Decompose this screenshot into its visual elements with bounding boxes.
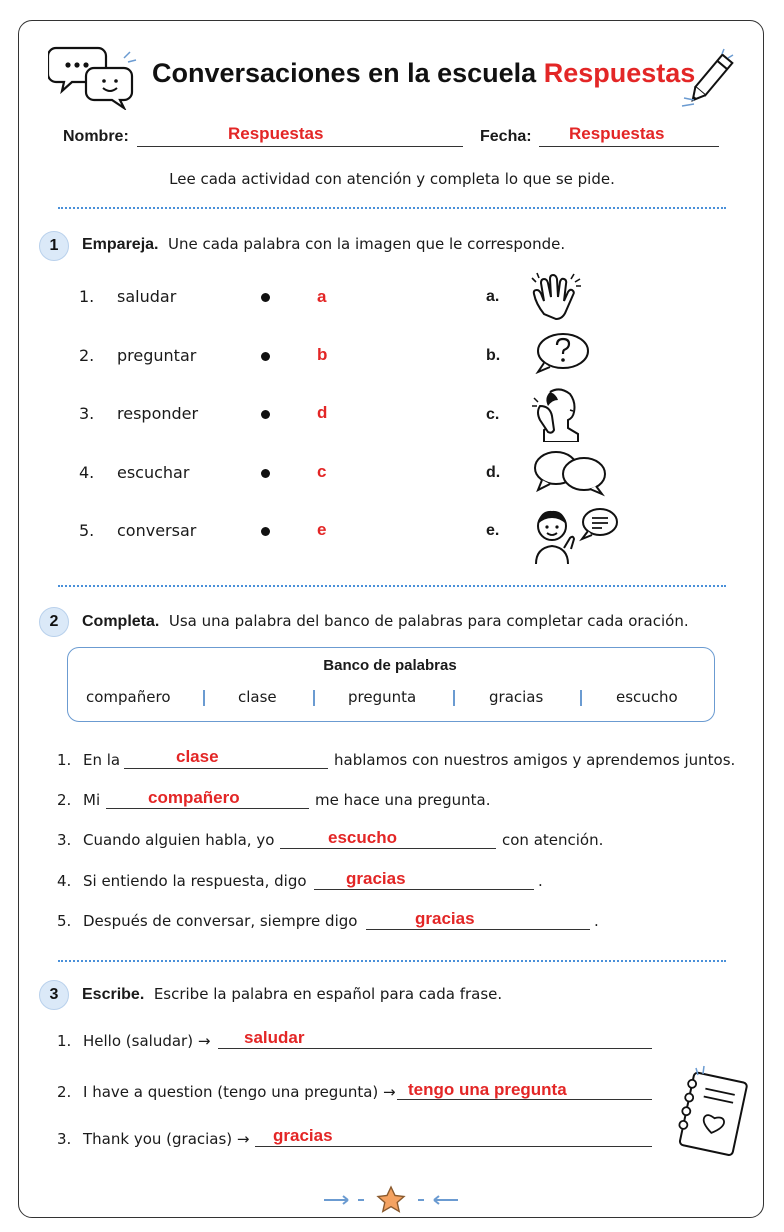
match-word: saludar	[117, 287, 177, 306]
word-bank	[67, 647, 715, 722]
match-word: responder	[117, 404, 199, 423]
conversation-bubbles-icon	[532, 448, 610, 498]
answer-line	[106, 808, 309, 809]
sentence-start: Mi	[83, 791, 101, 809]
match-letter: c.	[486, 406, 500, 423]
section-2-number: 2	[39, 607, 69, 637]
item-number: 1.	[57, 1032, 72, 1050]
sentence-answer: gracias	[415, 909, 475, 928]
answer-line	[124, 768, 328, 769]
item-number: 1.	[57, 751, 72, 769]
item-number: 3.	[57, 831, 72, 849]
match-answer: e	[317, 520, 327, 539]
match-dot	[261, 527, 270, 536]
match-word: conversar	[117, 521, 197, 540]
item-number: 2.	[57, 1083, 72, 1101]
item-number: 5.	[79, 521, 95, 540]
question-bubble-icon	[534, 330, 590, 374]
answer-line	[218, 1048, 652, 1049]
item-number: 1.	[79, 287, 95, 306]
match-letter: d.	[486, 464, 501, 481]
divider	[58, 585, 726, 587]
translation-answer: tengo una pregunta	[408, 1080, 567, 1099]
date-answer: Respuestas	[569, 124, 665, 143]
sentence-end: me hace una pregunta.	[315, 791, 491, 809]
section-2-instruction: Completa. Usa una palabra del banco de palabras para completar cada oración.	[82, 612, 689, 630]
bank-separator	[203, 690, 205, 706]
sentence-answer: gracias	[346, 869, 406, 888]
sentence-start: Si entiendo la respuesta, digo	[83, 872, 307, 890]
answer-line	[366, 929, 590, 930]
match-letter: a.	[486, 288, 500, 305]
item-number: 3.	[79, 404, 95, 423]
match-dot	[261, 410, 270, 419]
section-1-instruction: Empareja. Une cada palabra con la imagen que le corresponde.	[82, 235, 566, 253]
bank-separator	[580, 690, 582, 706]
translation-prompt: Thank you (gracias) →	[83, 1130, 250, 1148]
word-bank-title: Banco de palabras	[323, 657, 457, 674]
answer-line	[280, 848, 496, 849]
item-number: 5.	[57, 912, 72, 930]
notebook-icon	[664, 1062, 754, 1168]
sentence-end: .	[538, 872, 543, 890]
match-word: preguntar	[117, 346, 197, 365]
sentence-start: En la	[83, 751, 121, 769]
match-answer: c	[317, 462, 327, 481]
title-highlight: Respuestas	[543, 58, 696, 88]
sentence-start: Después de conversar, siempre digo	[83, 912, 358, 930]
match-answer: d	[317, 403, 328, 422]
sentence-end: hablamos con nuestros amigos y aprendemos juntos.	[334, 751, 736, 769]
answer-line	[255, 1146, 652, 1147]
talking-child-icon	[530, 504, 620, 566]
sentence-end: .	[594, 912, 599, 930]
match-word: escuchar	[117, 463, 190, 482]
date-line	[539, 146, 719, 147]
item-number: 3.	[57, 1130, 72, 1148]
translation-answer: gracias	[273, 1126, 333, 1145]
page-title: Conversaciones en la escuela Respuestas	[152, 58, 696, 88]
section-3-number: 3	[39, 980, 69, 1010]
bank-word: pregunta	[348, 688, 417, 706]
name-line	[137, 146, 463, 147]
translation-prompt: Hello (saludar) →	[83, 1032, 211, 1050]
bank-separator	[453, 690, 455, 706]
name-answer: Respuestas	[228, 124, 324, 143]
translation-answer: saludar	[244, 1028, 305, 1047]
speech-bubbles-icon	[48, 40, 140, 110]
item-number: 2.	[57, 791, 72, 809]
pencil-icon	[678, 48, 740, 112]
divider	[58, 207, 726, 209]
item-number: 2.	[79, 346, 95, 365]
bank-word: clase	[238, 688, 277, 706]
item-number: 4.	[79, 463, 95, 482]
item-number: 4.	[57, 872, 72, 890]
star-ornament-icon	[318, 1184, 464, 1216]
listening-person-icon	[530, 384, 586, 442]
sentence-start: Cuando alguien habla, yo	[83, 831, 275, 849]
divider	[58, 960, 726, 962]
date-label: Fecha:	[480, 128, 532, 145]
bank-separator	[313, 690, 315, 706]
translation-prompt: I have a question (tengo una pregunta) →	[83, 1083, 396, 1101]
waving-hand-icon	[530, 270, 588, 322]
bank-word: escucho	[616, 688, 678, 706]
match-letter: e.	[486, 522, 500, 539]
section-1-number: 1	[39, 231, 69, 261]
match-answer: a	[317, 287, 327, 306]
answer-line	[314, 889, 534, 890]
section-3-instruction: Escribe. Escribe la palabra en español para cada frase.	[82, 985, 503, 1003]
sentence-answer: escucho	[328, 828, 397, 847]
match-answer: b	[317, 345, 328, 364]
sentence-end: con atención.	[502, 831, 604, 849]
match-letter: b.	[486, 347, 501, 364]
bank-word: compañero	[86, 688, 171, 706]
match-dot	[261, 469, 270, 478]
sentence-answer: compañero	[148, 788, 240, 807]
match-dot	[261, 293, 270, 302]
sentence-answer: clase	[176, 747, 219, 766]
name-label: Nombre:	[63, 128, 129, 145]
instructions: Lee cada actividad con atención y completa lo que se pide.	[169, 170, 615, 188]
bank-word: gracias	[489, 688, 544, 706]
match-dot	[261, 352, 270, 361]
